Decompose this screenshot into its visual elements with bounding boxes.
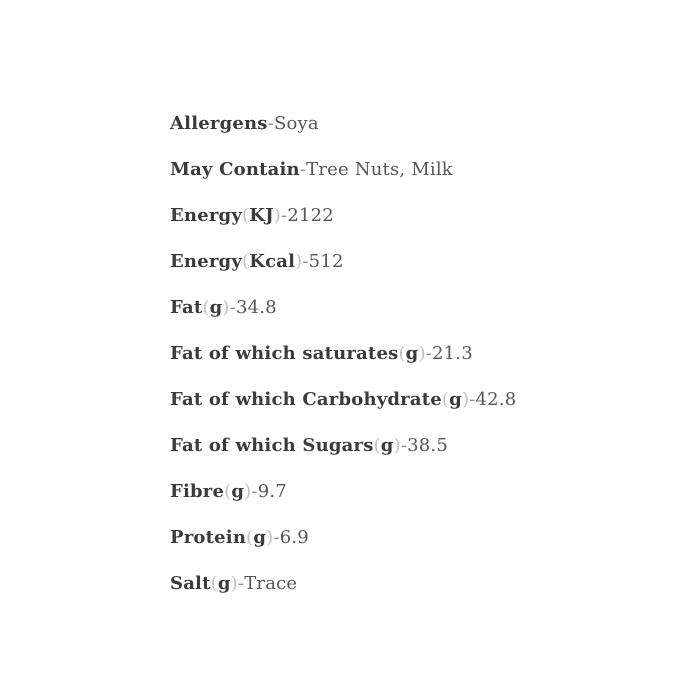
nutrition-label: Fat of which Carbohydrate <box>170 388 442 410</box>
open-paren: ( <box>441 388 450 410</box>
close-paren: ) <box>418 342 426 364</box>
nutrition-label: Salt <box>170 572 211 594</box>
nutrition-row <box>170 422 516 468</box>
nutrition-unit: KJ <box>249 204 274 226</box>
unit-group <box>398 343 425 364</box>
nutrition-row <box>170 238 516 284</box>
nutrition-row <box>170 284 516 330</box>
nutrition-unit: g <box>209 296 223 318</box>
nutrition-label: Protein <box>170 526 247 548</box>
label-value-separator: - <box>229 296 236 318</box>
close-paren: ) <box>393 434 401 456</box>
unit-group <box>224 481 251 502</box>
nutrition-label: Fibre <box>170 480 225 502</box>
nutrition-value: 9.7 <box>257 480 287 502</box>
nutrition-value: 2122 <box>287 204 334 226</box>
open-paren: ( <box>246 526 254 548</box>
unit-group <box>442 389 469 410</box>
close-paren: ) <box>295 250 303 272</box>
unit-group <box>246 527 273 548</box>
unit-group <box>211 573 238 594</box>
unit-group <box>242 251 302 272</box>
open-paren: ( <box>242 250 250 272</box>
label-value-separator: - <box>281 204 288 226</box>
nutrition-label: Allergens <box>170 112 268 134</box>
close-paren: ) <box>273 204 282 226</box>
nutrition-row <box>170 330 516 376</box>
nutrition-value: 512 <box>308 250 344 272</box>
close-paren: ) <box>266 526 274 548</box>
nutrition-unit: g <box>217 572 231 594</box>
open-paren: ( <box>210 572 218 594</box>
label-value-separator: - <box>400 434 408 456</box>
label-value-separator: - <box>302 250 309 272</box>
nutrition-label: May Contain <box>170 158 300 180</box>
close-paren: ) <box>230 572 238 594</box>
nutrition-row <box>170 560 516 606</box>
label-value-separator: - <box>469 388 476 410</box>
nutrition-label: Fat <box>170 296 203 318</box>
label-value-separator: - <box>251 480 258 502</box>
nutrition-value: 38.5 <box>407 434 448 456</box>
nutrition-row <box>170 100 516 146</box>
nutrition-value: 42.8 <box>475 388 517 410</box>
nutrition-value: 6.9 <box>279 526 309 548</box>
nutrition-unit: g <box>380 434 394 456</box>
close-paren: ) <box>244 480 252 502</box>
open-paren: ( <box>398 342 406 364</box>
unit-group <box>374 435 401 456</box>
nutrition-value: Trace <box>244 572 298 594</box>
unit-group <box>242 205 281 226</box>
nutrition-row <box>170 468 516 514</box>
close-paren: ) <box>461 388 470 410</box>
label-value-separator: - <box>237 572 245 594</box>
label-value-separator: - <box>273 526 280 548</box>
nutrition-row <box>170 514 516 560</box>
nutrition-unit: Kcal <box>249 250 296 272</box>
nutrition-unit: g <box>405 342 419 364</box>
nutrition-row <box>170 146 516 192</box>
nutrition-value: Tree Nuts, Milk <box>306 158 453 180</box>
nutrition-row <box>170 192 516 238</box>
nutrition-label: Fat of which saturates <box>170 342 399 364</box>
label-value-separator: - <box>267 112 274 134</box>
nutrition-value: Soya <box>273 112 319 134</box>
open-paren: ( <box>242 204 250 226</box>
open-paren: ( <box>224 480 232 502</box>
nutrition-label: Energy <box>170 250 242 272</box>
open-paren: ( <box>202 296 210 318</box>
nutrition-info-list <box>170 100 516 606</box>
open-paren: ( <box>373 434 381 456</box>
nutrition-value: 34.8 <box>235 296 277 318</box>
unit-group <box>202 297 229 318</box>
nutrition-row <box>170 376 516 422</box>
nutrition-unit: g <box>449 388 462 410</box>
nutrition-unit: g <box>253 526 267 548</box>
nutrition-label: Energy <box>170 204 242 226</box>
nutrition-label: Fat of which Sugars <box>170 434 374 456</box>
nutrition-value: 21.3 <box>432 342 473 364</box>
label-value-separator: - <box>299 158 307 180</box>
label-value-separator: - <box>425 342 432 364</box>
nutrition-unit: g <box>231 480 245 502</box>
close-paren: ) <box>222 296 230 318</box>
